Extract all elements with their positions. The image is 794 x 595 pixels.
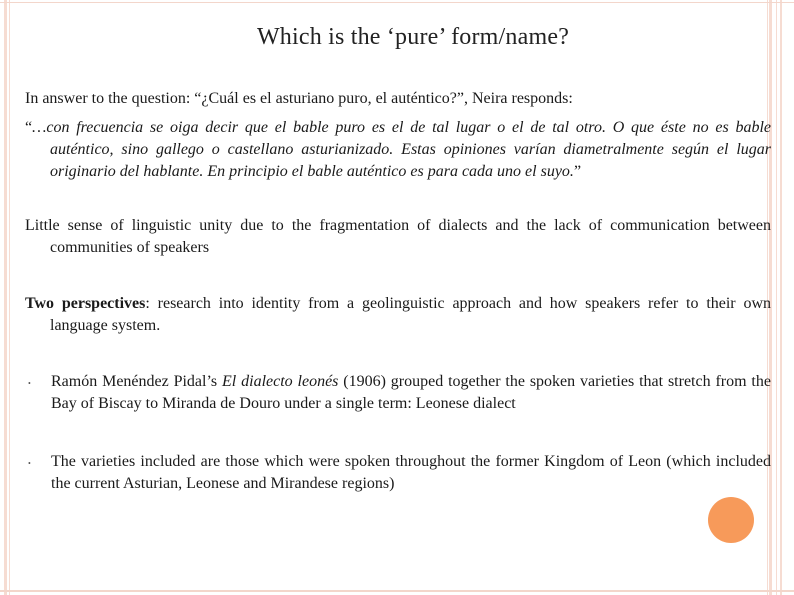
right-border-rail-2 xyxy=(780,0,782,595)
bullet-item-pidal xyxy=(25,371,771,415)
bullet-marker: • xyxy=(28,459,31,468)
bullet-text-pre: Ramón Menéndez Pidal’s xyxy=(51,373,223,390)
right-border-rail-thin-2 xyxy=(776,0,777,595)
left-border-rail xyxy=(4,0,7,595)
perspectives-paragraph xyxy=(25,293,771,337)
perspectives-text: : research into identity from a geolinguistic approach and how speakers refer to their own language system. xyxy=(50,295,772,334)
intro-paragraph: In answer to the question: “¿Cuál es el asturiano puro, el auténtico?”, Neira responds: xyxy=(25,90,573,107)
left-border-rail-thin xyxy=(9,0,10,595)
quote-open-mark: “ xyxy=(25,119,33,136)
bottom-border-line xyxy=(0,590,794,592)
quote-text: …con frecuencia se oiga decir que el bable puro es el de tal lugar o el de tal otro. O que éste no es bable auténtico, sino gallego o castellano asturianizado. Estas opiniones varían diametralmente según el lugar originario del hablante. En principio el bable auténtico es para cada uno el suyo. xyxy=(32,119,771,180)
quote-paragraph xyxy=(25,117,771,183)
bullet-text-post: (1906) grouped together the spoken varieties that stretch from the Bay of Biscay to Miranda de Douro under a single term: Leonese dialect xyxy=(51,373,771,412)
unity-paragraph: Little sense of linguistic unity due to the fragmentation of dialects and the lack of communication between communities of speakers xyxy=(25,217,771,256)
bullet-item-varieties xyxy=(25,451,771,495)
slide-body xyxy=(25,88,771,495)
quote-close-mark: ” xyxy=(573,163,582,180)
top-border-line xyxy=(0,2,794,3)
bullet-book-title: El dialecto leonés xyxy=(222,373,339,390)
bullet-marker: • xyxy=(28,379,31,388)
bullet-text: The varieties included are those which were spoken throughout the former Kingdom of Leon (which included the current Asturian, Leonese and Mirandese regions) xyxy=(51,453,771,492)
slide-title: Which is the ‘pure’ form/name? xyxy=(256,24,570,50)
decorative-circle xyxy=(708,497,754,543)
perspectives-label: Two perspectives xyxy=(25,295,146,312)
